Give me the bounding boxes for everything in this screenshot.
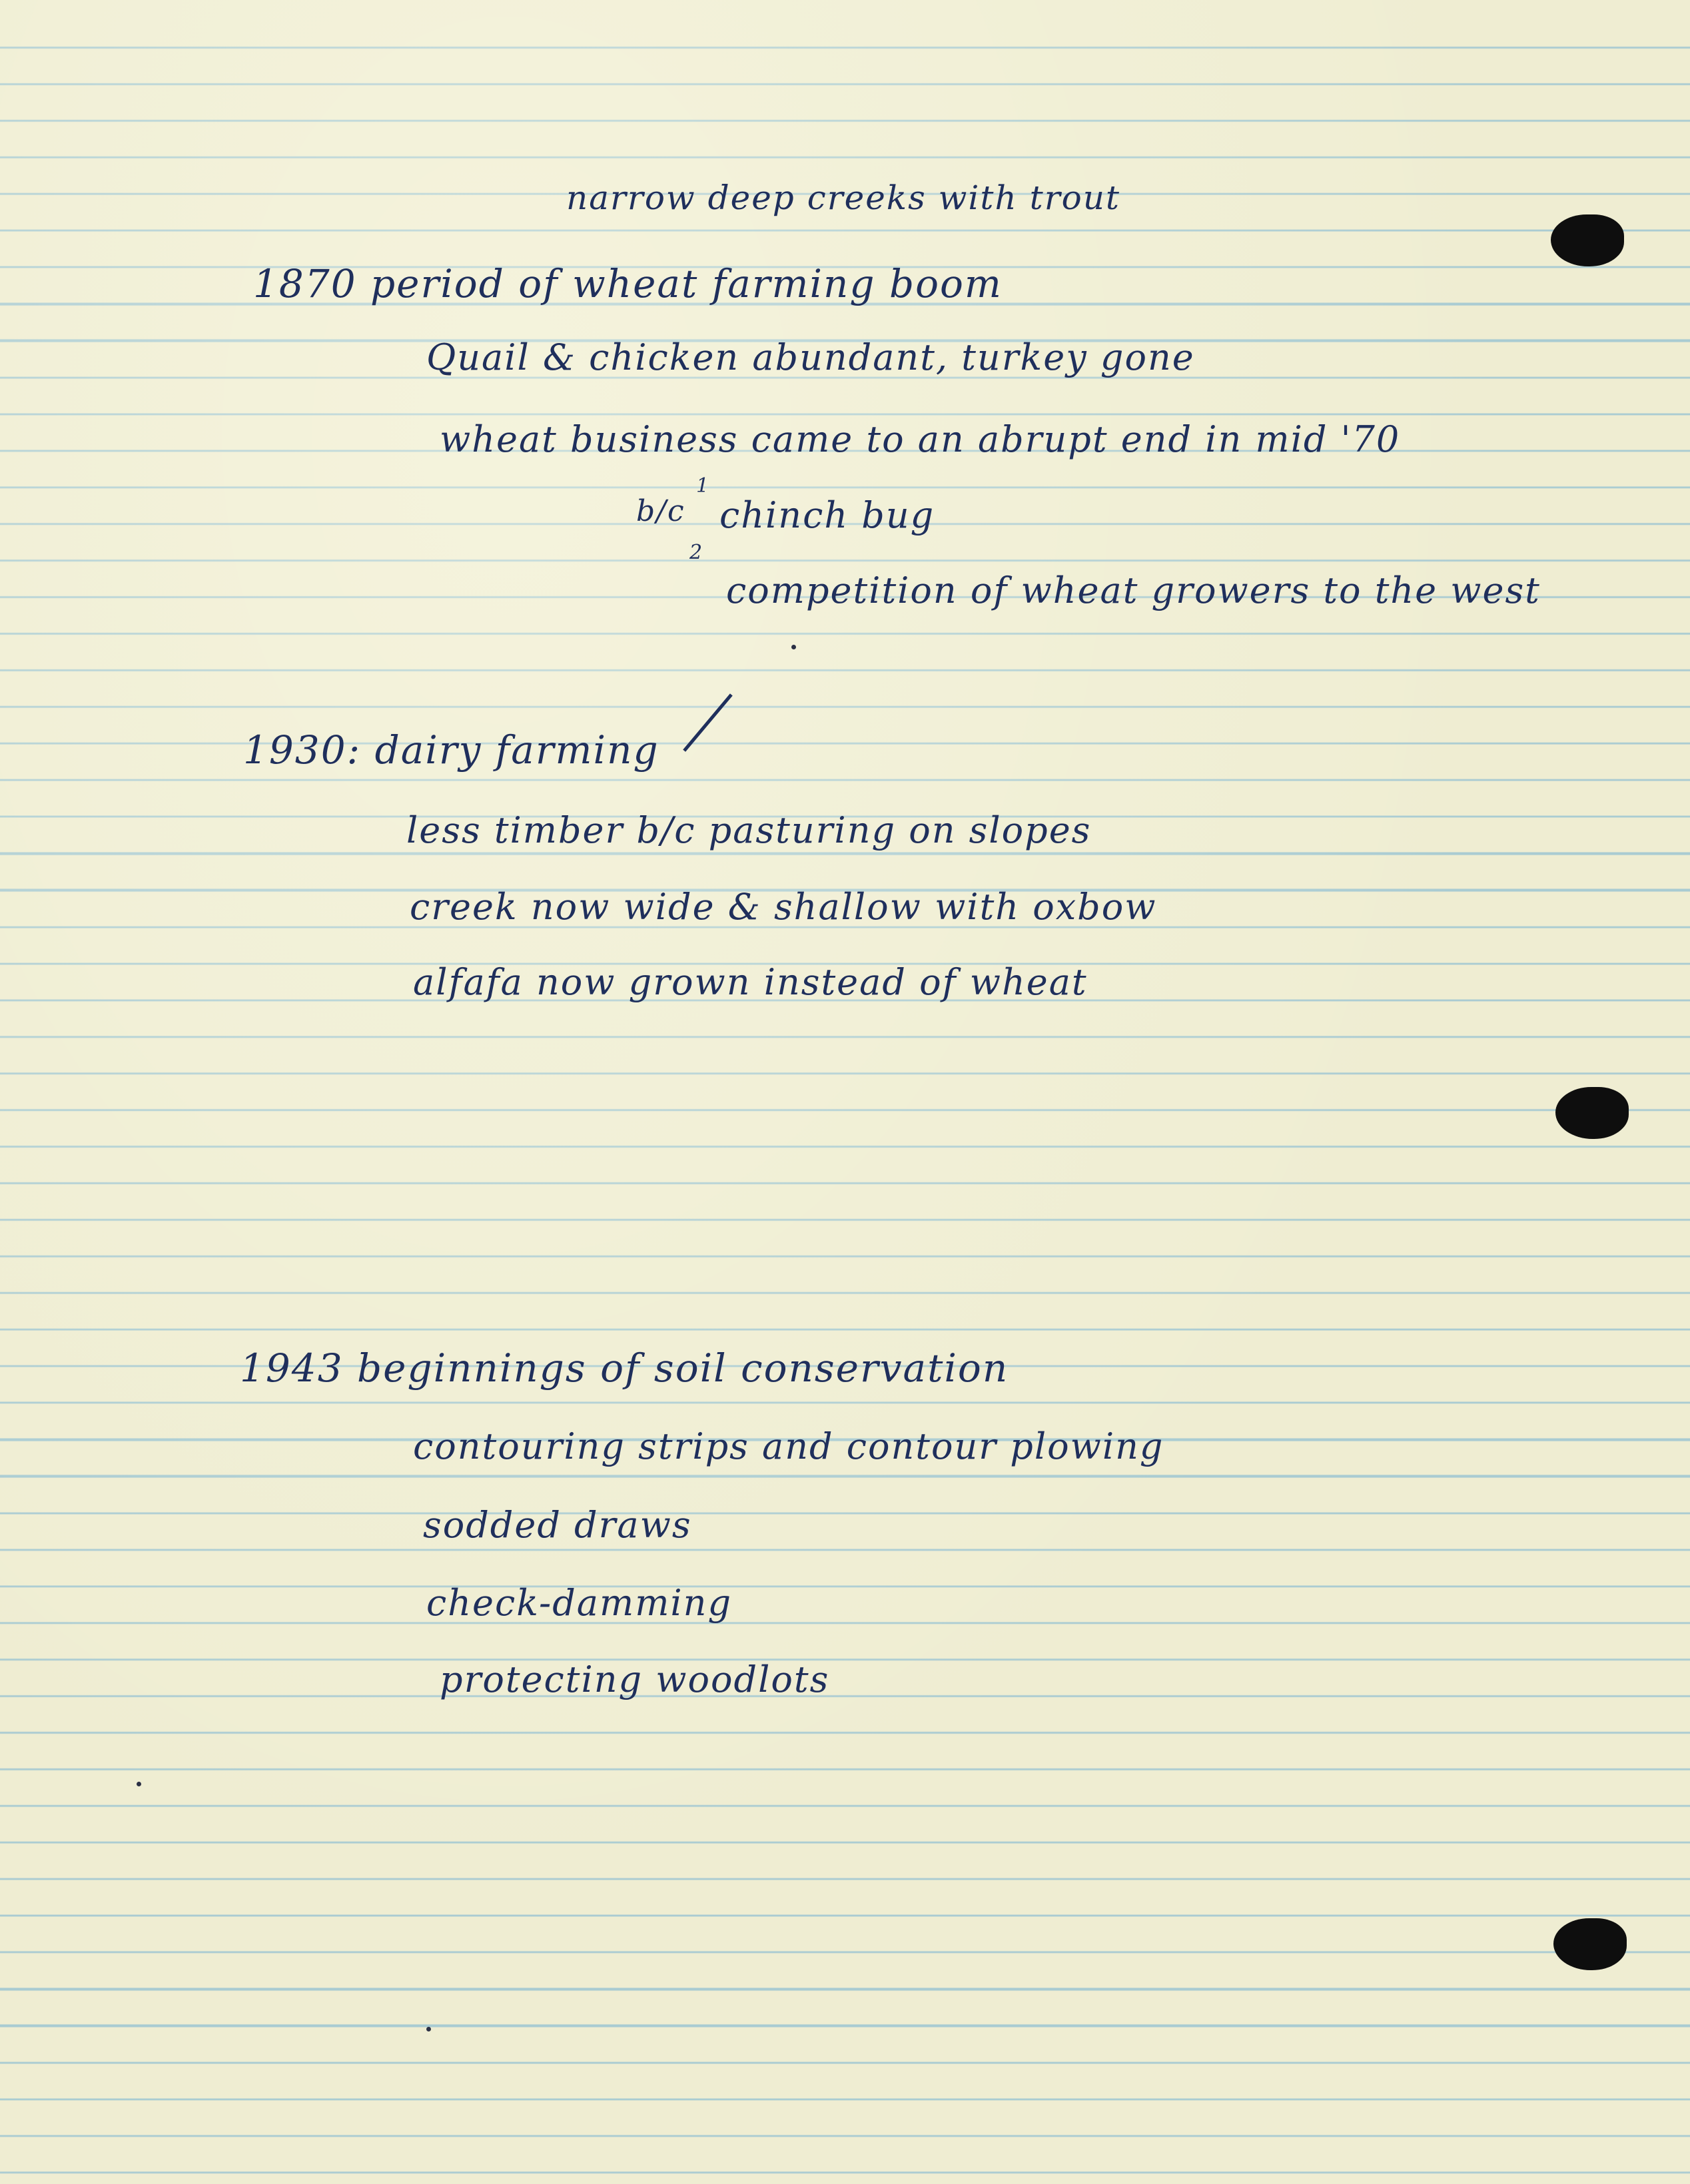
note-prefix-because: b/c [636,494,685,528]
note-line-protecting: protecting woodlots [440,1658,830,1700]
list-marker-1: 1 [696,474,711,498]
punch-hole-top [1551,214,1624,266]
note-line-creek-oxbow: creek now wide & shallow with oxbow [410,886,1157,928]
note-line-check-damming: check-damming [426,1582,733,1624]
punch-hole-bottom [1553,1918,1627,1970]
note-line-sodded-draws: sodded draws [423,1504,692,1546]
list-marker-2: 2 [689,541,704,564]
note-line-trout: narrow deep creeks with trout [566,179,1120,217]
note-line-wheat-business: wheat business came to an abrupt end in mid '70 [440,418,1401,460]
note-line-chinch-bug: chinch bug [719,494,935,536]
ink-dot [426,2027,431,2031]
note-line-alfafa: alfafa now grown instead of wheat [413,961,1088,1003]
note-line-quail: Quail & chicken abundant, turkey gone [426,336,1195,378]
pen-stroke-mark [683,693,733,751]
note-line-contouring: contouring strips and contour plowing [413,1425,1164,1467]
note-line-1943-heading: 1943 beginnings of soil conservation [240,1345,1009,1391]
note-line-1930-heading: 1930: dairy farming [243,727,659,773]
punch-hole-middle [1555,1087,1629,1139]
ink-dot [791,645,796,649]
note-line-less-timber: less timber b/c pasturing on slopes [406,809,1092,851]
ink-dot [137,1782,141,1786]
note-line-1870-heading: 1870 period of wheat farming boom [253,261,1003,306]
note-line-competition: competition of wheat growers to the west [726,569,1541,611]
